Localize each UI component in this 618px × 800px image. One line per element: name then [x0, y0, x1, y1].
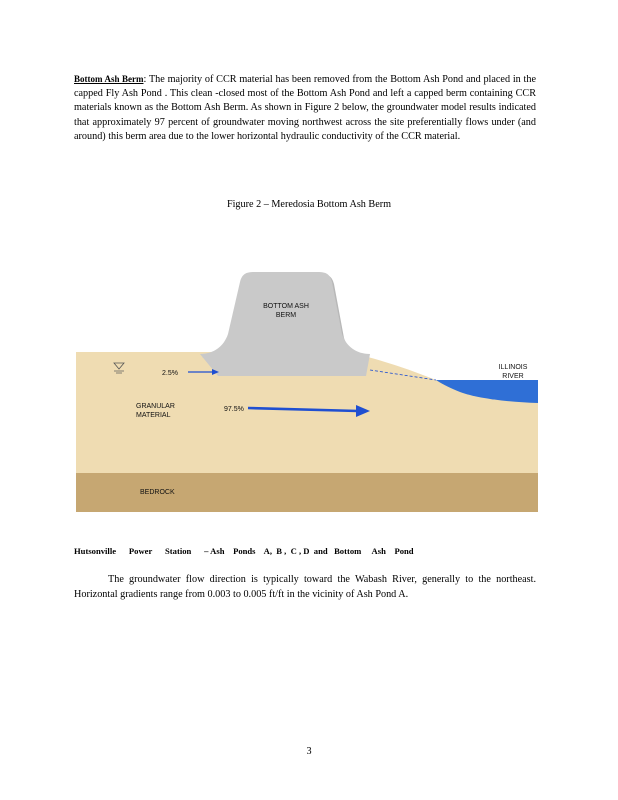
bedrock-label: BEDROCK: [140, 489, 175, 496]
berm-paragraph-body: : The majority of CCR material has been removed from the Bottom Ash Pond and placed in the capped Fly Ash Pond . This clean -closed most of the Bottom Ash Pond and left a capped berm containing CCR materials known as the Bottom Ash Berm. As shown in Figure 2 below, the groundwater model results indicated that approximately 97 percent of groundwater moving northwest across the site preferentially flows under (and around) this berm area due to the lower horizontal hydraulic conductivity of the CCR material.: [74, 74, 536, 142]
granular-label-line1: GRANULAR: [136, 403, 175, 410]
berm-paragraph: [74, 72, 536, 144]
hutsonville-paragraph: The groundwater flow direction is typically toward the Wabash River, generally to the northeast. Horizontal gradients range from 0.003 to 0.005 ft/ft in the vicinity of Ash Pond A.: [74, 574, 536, 600]
figure-caption: Figure 2 – Meredosia Bottom Ash Berm: [226, 199, 392, 210]
berm-figure: [76, 240, 538, 512]
cross-section-diagram: [76, 240, 538, 512]
river-label-line1: ILLINOIS: [498, 364, 528, 371]
berm-label-line1: BOTTOM ASH: [263, 303, 309, 310]
page-number: 3: [306, 746, 312, 757]
berm-heading: Bottom Ash Berm: [74, 74, 144, 84]
hutsonville-subheading: Hutsonville Power Station – Ash Ponds A, B , C , D and Bottom Ash Pond: [74, 546, 414, 556]
percent-under-label: 97.5%: [224, 406, 244, 413]
granular-label-line2: MATERIAL: [136, 412, 171, 419]
river-label-line2: RIVER: [502, 373, 524, 380]
berm-label-line2: BERM: [275, 312, 297, 319]
percent-over-label: 2.5%: [162, 370, 178, 377]
